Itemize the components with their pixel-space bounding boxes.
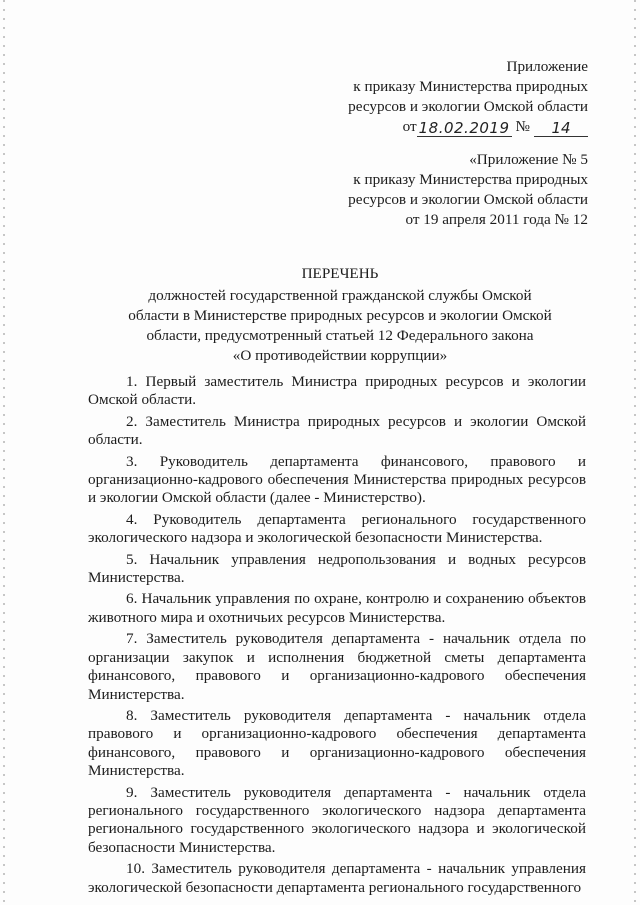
positions-list xyxy=(88,373,586,900)
title-heading: ПЕРЕЧЕНЬ xyxy=(301,265,379,282)
document-title xyxy=(100,264,580,366)
list-item: 9. Заместитель руководителя департамента - начальник отдела регионального государственного экологического надзора департамента регионального государственного экологического надзора и экологической безопасности Министерства. xyxy=(88,783,586,856)
list-item: 2. Заместитель Министра природных ресурсов и экологии Омской области. xyxy=(88,412,586,449)
list-item: 3. Руководитель департамента финансового, правового и организационно-кадрового обеспечения Министерства природных ресурсов и экологии Омской области (далее - Министерство). xyxy=(88,452,586,507)
scan-edge-right xyxy=(634,0,636,905)
appendix-original-line3: ресурсов и экологии Омской области xyxy=(348,191,588,208)
appendix-current-line2: к приказу Министерства природных xyxy=(353,78,588,95)
appendix-current-line1: Приложение xyxy=(506,58,588,75)
title-line1: должностей государственной гражданской службы Омской xyxy=(148,287,532,304)
appendix-original-line4: от 19 апреля 2011 года № 12 xyxy=(405,211,588,228)
list-item: 6. Начальник управления по охране, контролю и сохранению объектов животного мира и охотничьих ресурсов Министерства. xyxy=(88,590,586,626)
list-item: 10. Заместитель руководителя департамента - начальник управления экологической безопасности департамента регионального государственного xyxy=(88,860,586,896)
list-item: 4. Руководитель департамента регионального государственного экологического надзора и экологической безопасности Министерства. xyxy=(88,510,586,547)
list-item: 1. Первый заместитель Министра природных ресурсов и экологии Омской области. xyxy=(88,373,586,409)
title-line3: области, предусмотренный статьей 12 Федерального закона xyxy=(146,327,534,344)
list-item: 7. Заместитель руководителя департамента - начальник отдела по организации закупок и исполнения бюджетной сметы департамента финансового, правового и организационно-кадрового обеспечения Министерства. xyxy=(88,630,586,703)
handwritten-date: 18.02.2019 xyxy=(418,119,510,137)
appendix-current-line3: ресурсов и экологии Омской области xyxy=(348,98,588,115)
from-prefix: от xyxy=(402,118,417,135)
title-line4: «О противодействии коррупции» xyxy=(232,347,448,364)
appendix-current-block xyxy=(288,57,588,137)
title-line2: области в Министерстве природных ресурсов и экологии Омской xyxy=(128,307,552,324)
appendix-original-block xyxy=(288,150,588,230)
handwritten-number: 14 xyxy=(534,120,588,137)
appendix-original-line1: «Приложение № 5 xyxy=(469,151,588,168)
appendix-current-order-line xyxy=(403,117,588,137)
number-sign: № xyxy=(515,118,530,135)
appendix-original-line2: к приказу Министерства природных xyxy=(353,171,588,188)
list-item: 5. Начальник управления недропользования и водных ресурсов Министерства. xyxy=(88,550,586,587)
scan-edge-left xyxy=(3,0,5,905)
list-item: 8. Заместитель руководителя департамента - начальник отдела правового и организационно-кадрового обеспечения департамента финансового, правового и организационно-кадрового обеспечения Министерства. xyxy=(88,706,586,780)
